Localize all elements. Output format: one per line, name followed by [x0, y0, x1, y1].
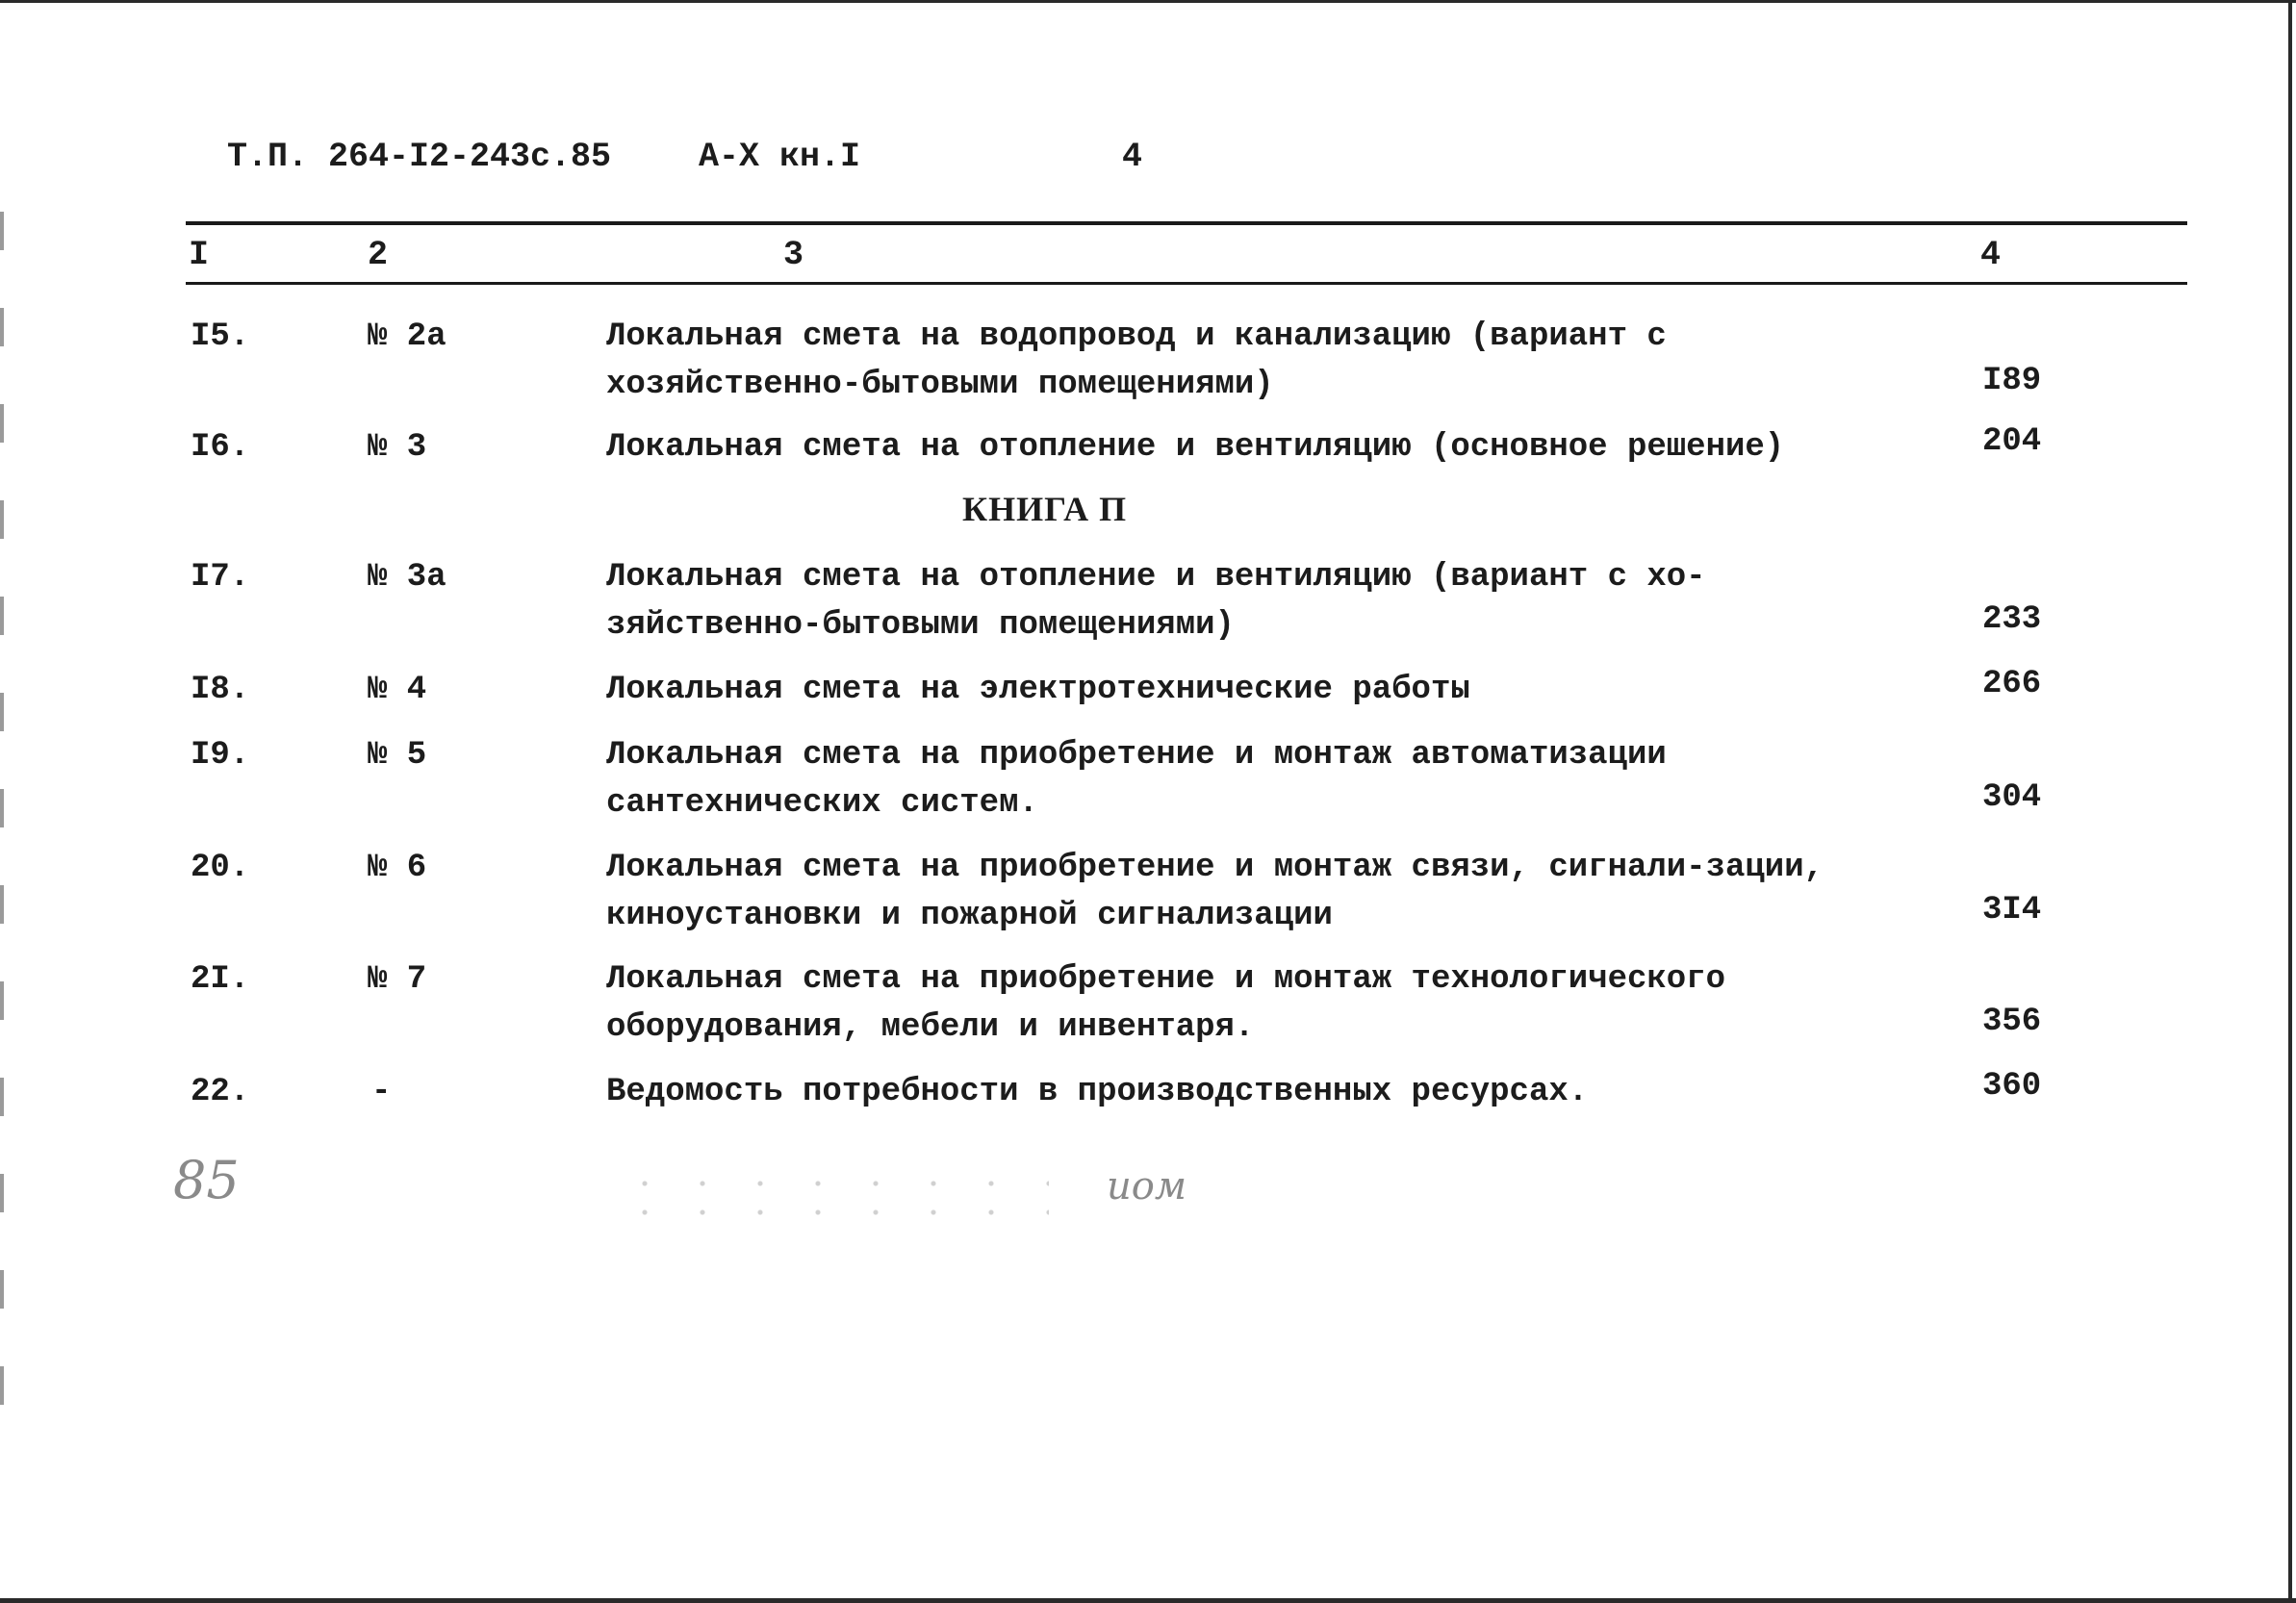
row-page: 233 — [1982, 601, 2042, 638]
document-code: Т.П. 264-I2-243с.85 — [227, 138, 612, 176]
row-number: I8. — [191, 672, 250, 708]
row-description: Локальная смета на водопровод и канализацию (вариант с хозяйственно-бытовыми помещениями) — [606, 318, 1667, 403]
scan-edge-right — [2288, 0, 2292, 1603]
row-page: 266 — [1982, 666, 2042, 702]
scan-edge-top — [0, 0, 2296, 3]
row-description: Локальная смета на электротехнические работы — [606, 672, 1470, 708]
row-description: Локальная смета на отопление и вентиляцию (основное решение) — [606, 429, 1785, 466]
estimate-number: № 3 — [368, 429, 427, 466]
column-header-3: 3 — [783, 236, 804, 274]
estimate-number: № 2а — [368, 318, 446, 355]
row-description: Локальная смета на отопление и вентиляцию (вариант с хо-зяйственно-бытовыми помещениями) — [606, 559, 1706, 644]
estimate-number: № 5 — [368, 737, 427, 774]
handwritten-mark-left: 85 — [173, 1150, 240, 1210]
row-number: I6. — [191, 429, 250, 466]
scan-edge-bottom — [0, 1598, 2296, 1603]
faint-handwriting — [616, 1169, 1049, 1217]
row-number: I9. — [191, 737, 250, 774]
row-page: 356 — [1982, 1004, 2042, 1040]
row-page: I89 — [1982, 363, 2042, 399]
estimate-number: № 6 — [368, 850, 427, 886]
section-heading: КНИГА П — [962, 490, 1128, 528]
row-description: Локальная смета на приобретение и монтаж связи, сигнали-зации, киноустановки и пожарной сигнализации — [606, 850, 1824, 934]
row-page: 3I4 — [1982, 892, 2042, 929]
row-number: 2I. — [191, 961, 250, 998]
row-description: Локальная смета на приобретение и монтаж автоматизации сантехнических систем. — [606, 737, 1667, 822]
row-page: 360 — [1982, 1068, 2042, 1105]
page-number: 4 — [1122, 138, 1143, 176]
estimate-number: № 3а — [368, 559, 446, 596]
table-header-rule — [186, 282, 2187, 285]
row-page: 304 — [1982, 779, 2042, 816]
handwritten-mark-middle: иом — [1107, 1164, 1187, 1209]
column-header-2: 2 — [368, 236, 389, 274]
row-number: 20. — [191, 850, 250, 886]
estimate-number: № 7 — [368, 961, 427, 998]
estimate-number: № 4 — [368, 672, 427, 708]
row-description: Локальная смета на приобретение и монтаж технологического оборудования, мебели и инвентаря. — [606, 961, 1725, 1046]
row-page: 204 — [1982, 423, 2042, 460]
row-description: Ведомость потребности в производственных ресурсах. — [606, 1074, 1589, 1110]
estimate-number: - — [371, 1074, 392, 1110]
scan-edge-left — [0, 154, 4, 1453]
table-top-rule — [186, 221, 2187, 225]
row-number: I7. — [191, 559, 250, 596]
column-header-4: 4 — [1980, 236, 2002, 274]
document-part: А-Х кн.I — [699, 138, 861, 176]
column-header-1: I — [189, 236, 210, 274]
row-number: 22. — [191, 1074, 250, 1110]
row-number: I5. — [191, 318, 250, 355]
